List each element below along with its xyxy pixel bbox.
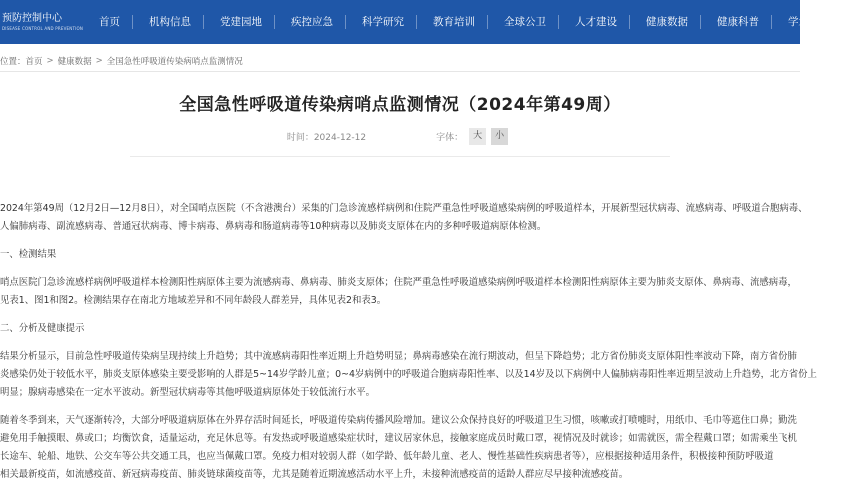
results-line-2: 见表1、图1和图2。检测结果存在南北方地域差异和不同年龄段人群差异，具体见表2和表3。	[0, 295, 387, 306]
results-line-1: 哨点医院门急诊流感样病例呼吸道样本检测阳性病原体主要为流感病毒、鼻病毒、肺炎支原体；住院严重急性呼吸道感染病例呼吸道样本检测阳性病原体主要为肺炎支原体、鼻病毒、流感病毒，	[0, 277, 797, 288]
nav-divider	[416, 15, 417, 29]
font-large-button[interactable]: 大	[469, 128, 486, 145]
nav-item-health-data[interactable]: 健康数据	[646, 16, 689, 28]
breadcrumb	[0, 53, 243, 69]
nav-divider	[771, 15, 772, 29]
tips-line-1: 随着冬季到来，天气逐渐转冷，大部分呼吸道病原体在外界存活时间延长，呼吸道传染病传播风险增加。建议公众保持良好的呼吸道卫生习惯，咳嗽或打喷嚏时，用纸巾、毛巾等遮住口鼻；勤洗	[0, 415, 797, 426]
nav-divider	[132, 15, 133, 29]
nav-divider	[629, 15, 630, 29]
nav-divider	[203, 15, 204, 29]
logo-title: 预防控制中心	[2, 13, 62, 24]
intro-line-2: 人偏肺病毒、副流感病毒、普通冠状病毒、博卡病毒、鼻病毒和肠道病毒等10种病毒以及肺炎支原体在内的多种呼吸道病原体检测。	[0, 221, 547, 232]
breadcrumb-separator: >	[46, 56, 54, 66]
nav-item-institution[interactable]: 机构信息	[149, 16, 192, 28]
site-logo[interactable]	[0, 0, 83, 44]
analysis-line-3: 明显；腺病毒感染在一定水平波动。新型冠状病毒等其他呼吸道病原体处于较低流行水平。	[0, 387, 376, 398]
font-size-label: 字体：	[436, 132, 464, 143]
article-meta	[0, 126, 800, 146]
nav-item-home[interactable]: 首页	[99, 16, 121, 28]
analysis-line-1: 结果分析显示，目前急性呼吸道传染病呈现持续上升趋势；其中流感病毒阳性率近期上升趋势明显；鼻病毒感染在流行期波动，但呈下降趋势；北方省份肺炎支原体阳性率波动下降，南方省份肺	[0, 351, 797, 362]
section-heading-analysis: 二、分析及健康提示	[0, 323, 85, 334]
nav-item-health-science[interactable]: 健康科普	[717, 16, 760, 28]
analysis-line-2: 炎感染仍处于较低水平，肺炎支原体感染主要受影响的人群是5~14岁学龄儿童；0~4岁病例中的呼吸道合胞病毒阳性率、以及14岁及以下病例中人偏肺病毒阳性率近期呈波动上升趋势，北方省份上	[0, 369, 817, 380]
breadcrumb-section[interactable]: 健康数据	[57, 57, 92, 67]
tips-line-4: 相关最新疫苗，如流感疫苗、新冠病毒疫苗、肺炎链球菌疫苗等，尤其是随着近期流感活动水平上升，未接种流感疫苗的适龄人群应尽早接种流感疫苗。	[0, 469, 629, 480]
nav-item-global-health[interactable]: 全球公卫	[504, 16, 547, 28]
nav-item-journal[interactable]: 学术期刊	[788, 16, 831, 28]
publish-date: 时间：2024-12-12	[286, 132, 367, 143]
intro-line-1: 2024年第49周（12月2日—12月8日），对全国哨点医院（不含港澳台）采集的门急诊流感样病例和住院严重急性呼吸道感染病例的呼吸道样本，开展新型冠状病毒、流感病毒、呼吸道合胞病毒、	[0, 203, 808, 214]
article-body	[0, 200, 817, 484]
tips-line-3: 长途车、轮船、地铁、公交车等公共交通工具，也应当佩戴口罩。免疫力相对较弱人群（如学龄、低年龄儿童、老人、慢性基础性疾病患者等），应根据接种适用条件，积极接种预防呼吸道	[0, 451, 774, 462]
nav-divider	[558, 15, 559, 29]
section-heading-results: 一、检测结果	[0, 249, 57, 260]
font-small-button[interactable]: 小	[491, 128, 508, 145]
nav-divider	[700, 15, 701, 29]
meta-divider	[130, 156, 670, 157]
nav-item-research[interactable]: 科学研究	[362, 16, 405, 28]
nav-divider	[345, 15, 346, 29]
tips-line-2: 避免用手触摸眼、鼻或口；均衡饮食，适量运动，充足休息等。有发热或呼吸道感染症状时，建议居家休息，接触家庭成员时戴口罩，视情况及时就诊；如需就医，需全程戴口罩；如需乘坐飞机	[0, 433, 797, 444]
breadcrumb-current: 全国急性呼吸道传染病哨点监测情况	[106, 57, 243, 67]
breadcrumb-home[interactable]: 首页	[25, 57, 43, 67]
nav-item-party[interactable]: 党建园地	[220, 16, 263, 28]
article-title: 全国急性呼吸道传染病哨点监测情况（2024年第49周）	[179, 95, 621, 115]
nav-divider	[487, 15, 488, 29]
breadcrumb-separator: >	[95, 56, 103, 66]
nav-divider	[274, 15, 275, 29]
logo-subtitle: DISEASE CONTROL AND PREVENTION	[2, 26, 84, 31]
nav-menu	[83, 0, 842, 44]
top-navigation	[0, 0, 831, 44]
nav-item-emergency[interactable]: 疾控应急	[291, 16, 334, 28]
breadcrumb-divider	[0, 71, 800, 72]
nav-item-education[interactable]: 教育培训	[433, 16, 476, 28]
nav-item-talent[interactable]: 人才建设	[575, 16, 618, 28]
paragraph-gap	[0, 402, 800, 412]
breadcrumb-prefix: 位置：	[0, 57, 26, 67]
